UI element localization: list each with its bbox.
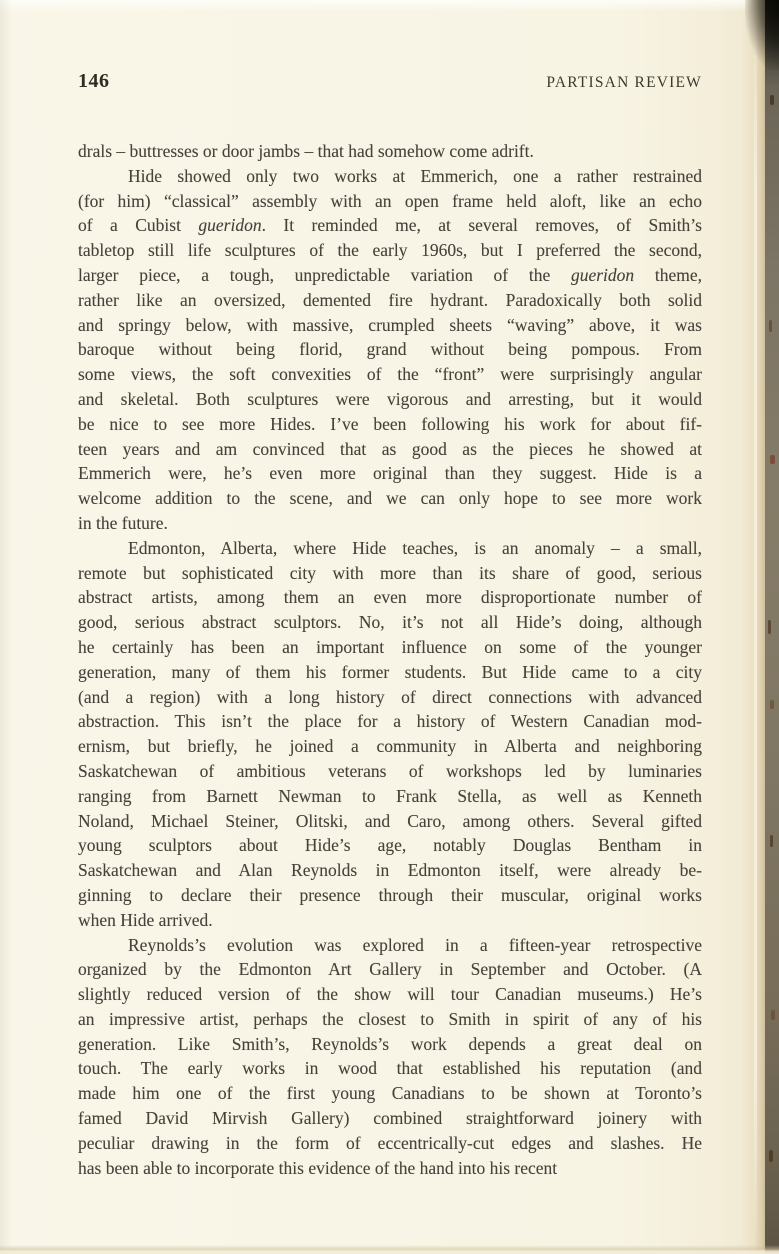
text-line: and springy below, with massive, crumpled sheets “waving” above, it was (78, 314, 702, 335)
text-segment: . It reminded me, at several removes, of Smith’s (261, 215, 702, 236)
text-line: organized by the Edmonton Art Gallery in September and October. (A (78, 959, 702, 980)
text-line: when Hide arrived. (78, 909, 213, 930)
text-line: generation. Like Smith’s, Reynolds’s work depends a great deal on (78, 1033, 702, 1054)
text-line: tabletop still life sculptures of the early 1960s, but I preferred the second, (78, 240, 702, 261)
text-line: abstraction. This isn’t the place for a history of Western Canadian mod- (78, 711, 702, 732)
text-line: some views, the soft convexities of the “front” were surprisingly angular (78, 364, 702, 385)
top-right-corner-shadow (745, 0, 779, 70)
page-left-edge-shading (0, 0, 12, 1254)
text-line: famed David Mirvish Gallery) combined straightforward joinery with (78, 1108, 702, 1129)
journal-title: PARTISAN REVIEW (546, 74, 702, 91)
text-line: peculiar drawing in the form of eccentrically-cut edges and slashes. He (78, 1132, 702, 1153)
page-bottom-edge-shading (0, 1245, 779, 1254)
text-line: Hide showed only two works at Emmerich, one a rather restrained (128, 165, 702, 186)
text-line: Emmerich were, he’s even more original than they suggest. Hide is a (78, 463, 702, 484)
text-line (78, 263, 702, 288)
text-line: generation, many of them his former students. But Hide came to a city (78, 661, 702, 682)
text-line: and skeletal. Both sculptures were vigorous and arresting, but it would (78, 388, 702, 409)
text-segment: larger piece, a tough, unpredictable variation of the (78, 264, 571, 285)
text-line: made him one of the first young Canadians to be shown at Toronto’s (78, 1083, 702, 1104)
page-number: 146 (78, 70, 110, 92)
text-line: Saskatchewan of ambitious veterans of workshops led by luminaries (78, 760, 702, 781)
text-line: young sculptors about Hide’s age, notably Douglas Bentham in (78, 835, 702, 856)
text-line: ernism, but briefly, he joined a community in Alberta and neighboring (78, 736, 702, 757)
text-line: baroque without being florid, grand without being pompous. From (78, 339, 702, 360)
text-line: an impressive artist, perhaps the closest to Smith in spirit of any of his (78, 1008, 702, 1029)
text-line: rather like an oversized, demented fire hydrant. Paradoxically both solid (78, 289, 702, 310)
text-line: in the future. (78, 512, 168, 533)
page-edge-highlight (754, 0, 757, 1254)
text-line: slightly reduced version of the show will tour Canadian museums.) He’s (78, 984, 702, 1005)
text-line: touch. The early works in wood that established his reputation (and (78, 1058, 702, 1079)
text-line: Reynolds’s evolution was explored in a fifteen-year retrospective (128, 934, 702, 955)
text-line: has been able to incorporate this evidence of the hand into his recent (78, 1157, 558, 1178)
text-segment: of a Cubist (78, 215, 199, 236)
text-line: Noland, Michael Steiner, Olitski, and Caro, among others. Several gifted (78, 810, 702, 831)
page-header (78, 70, 702, 93)
text-line: he certainly has been an important influence on some of the younger (78, 636, 702, 657)
book-edge-dark-strip (765, 0, 779, 1254)
italic-text-segment: gueridon (570, 264, 635, 285)
text-line: ranging from Barnett Newman to Frank Stella, as well as Kenneth (78, 785, 702, 806)
text-line: (and a region) with a long history of direct connections with advanced (78, 686, 702, 707)
text-line: ginning to declare their presence through their muscular, original works (78, 884, 702, 905)
text-line: remote but sophisticated city with more than its share of good, serious (78, 562, 702, 583)
text-line: (for him) “classical” assembly with an open frame held aloft, like an echo (78, 190, 702, 211)
text-line: welcome addition to the scene, and we can only hope to see more work (78, 488, 702, 509)
text-line: Edmonton, Alberta, where Hide teaches, is an anomaly – a small, (128, 537, 702, 558)
text-segment: theme, (634, 264, 702, 285)
text-block (78, 139, 702, 1180)
text-line: Saskatchewan and Alan Reynolds in Edmonton itself, were already be- (78, 860, 702, 881)
text-line (78, 213, 702, 238)
text-line: drals – buttresses or door jambs – that had somehow come adrift. (78, 141, 534, 161)
text-line: abstract artists, among them an even more disproportionate number of (78, 587, 702, 608)
page-top-edge-shading (0, 0, 779, 12)
text-line: teen years and am convinced that as good as the pieces he showed at (78, 438, 702, 459)
italic-text-segment: gueridon (198, 215, 262, 236)
text-line: good, serious abstract sculptors. No, it’s not all Hide’s doing, although (78, 612, 702, 633)
text-line: be nice to see more Hides. I’ve been following his work for about fif- (78, 413, 702, 434)
